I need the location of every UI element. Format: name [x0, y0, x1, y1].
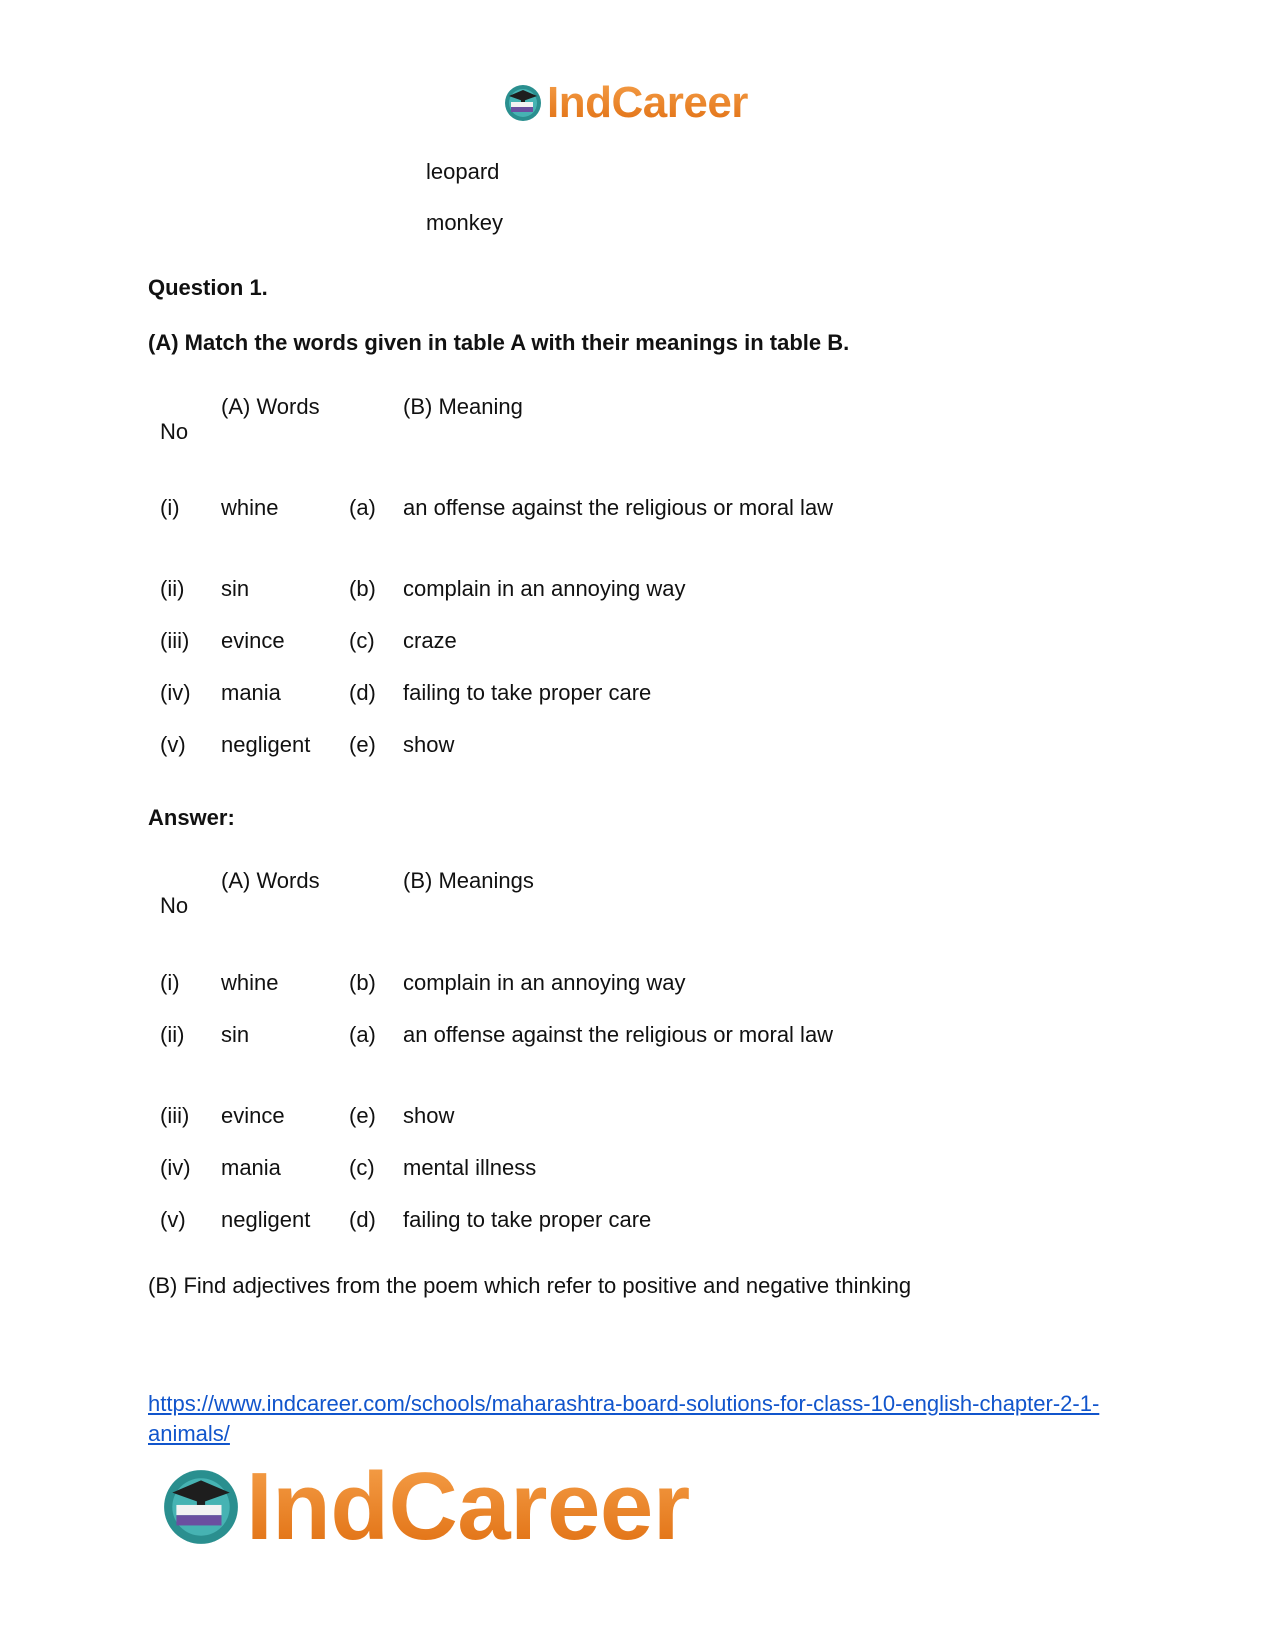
- question-part-a: (A) Match the words given in table A with their meanings in table B.: [148, 330, 850, 355]
- row-letter: (d): [349, 680, 376, 705]
- row-meaning: an offense against the religious or moral law: [403, 1022, 834, 1047]
- row-word: evince: [221, 1103, 285, 1128]
- row-meaning: an offense against the religious or moral law: [403, 495, 834, 520]
- row-number: (ii): [160, 576, 185, 601]
- row-meaning: failing to take proper care: [403, 680, 652, 705]
- row-number: (ii): [160, 1022, 185, 1047]
- row-letter: (e): [349, 732, 376, 757]
- row-number: (iii): [160, 1103, 190, 1128]
- row-word: mania: [221, 1155, 281, 1180]
- row-number: (iv): [160, 1155, 191, 1180]
- logo-text: IndCareer: [246, 1453, 690, 1560]
- row-meaning: failing to take proper care: [403, 1207, 652, 1232]
- row-word: sin: [221, 1022, 250, 1047]
- words-header: (A) Words: [221, 868, 320, 893]
- row-meaning: show: [403, 732, 455, 757]
- row-number: (i): [160, 495, 180, 520]
- row-letter: (d): [349, 1207, 376, 1232]
- row-letter: (a): [349, 495, 376, 520]
- graduation-book-icon: [503, 83, 543, 123]
- graduation-book-icon: [160, 1466, 242, 1548]
- list-item: monkey: [426, 210, 504, 235]
- row-number: (iv): [160, 680, 191, 705]
- question-title: Question 1.: [148, 275, 268, 300]
- no-header: No: [160, 893, 189, 918]
- row-letter: (a): [349, 1022, 376, 1047]
- footer-logo: [160, 1453, 690, 1560]
- row-meaning: mental illness: [403, 1155, 537, 1180]
- header-logo: [503, 78, 748, 128]
- row-letter: (b): [349, 576, 376, 601]
- answer-title: Answer:: [148, 805, 235, 830]
- words-header: (A) Words: [221, 394, 320, 419]
- meaning-header: (B) Meanings: [403, 868, 534, 893]
- row-number: (i): [160, 970, 180, 995]
- row-word: negligent: [221, 732, 311, 757]
- row-word: sin: [221, 576, 250, 601]
- source-link[interactable]: https://www.indcareer.com/schools/maharashtra-board-solutions-for-class-10-english-chapter-2-1-animals/: [148, 1391, 1100, 1446]
- row-letter: (c): [349, 1155, 375, 1180]
- row-meaning: complain in an annoying way: [403, 970, 686, 995]
- row-meaning: craze: [403, 628, 457, 653]
- row-word: whine: [221, 495, 279, 520]
- row-word: negligent: [221, 1207, 311, 1232]
- row-word: evince: [221, 628, 285, 653]
- logo-text: IndCareer: [547, 78, 748, 127]
- list-item: leopard: [426, 159, 500, 184]
- row-word: whine: [221, 970, 279, 995]
- row-number: (iii): [160, 628, 190, 653]
- row-number: (v): [160, 732, 186, 757]
- row-letter: (c): [349, 628, 375, 653]
- row-meaning: show: [403, 1103, 455, 1128]
- meaning-header: (B) Meaning: [403, 394, 523, 419]
- row-meaning: complain in an annoying way: [403, 576, 686, 601]
- question-part-b: (B) Find adjectives from the poem which refer to positive and negative thinking: [148, 1273, 912, 1298]
- row-letter: (e): [349, 1103, 376, 1128]
- row-letter: (b): [349, 970, 376, 995]
- no-header: No: [160, 419, 189, 444]
- row-number: (v): [160, 1207, 186, 1232]
- row-word: mania: [221, 680, 281, 705]
